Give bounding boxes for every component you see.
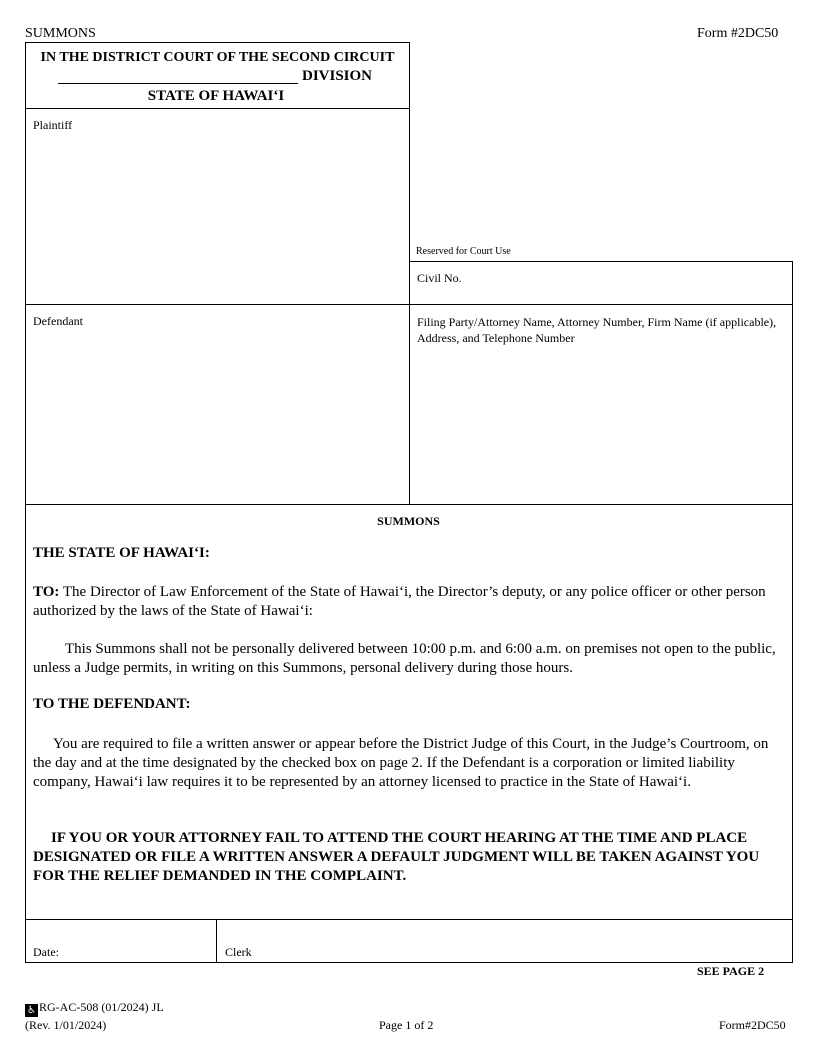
caption-middle-border <box>409 42 410 505</box>
default-judgment-warning: IF YOU OR YOUR ATTORNEY FAIL TO ATTEND THE COURT HEARING AT THE TIME AND PLACE DESIGNATED OR FILE A WRITTEN ANSWER A DEFAULT JUDGMENT WILL BE TAKEN AGAINST YOU FOR THE RELIEF DEMANDED IN THE COMPLAINT. <box>33 830 760 884</box>
form-type-label: SUMMONS <box>25 26 96 41</box>
state-heading: THE STATE OF HAWAI‘I: <box>33 545 210 561</box>
court-use-area <box>412 46 788 242</box>
date-label: Date: <box>33 945 59 959</box>
summons-heading: SUMMONS <box>377 514 440 528</box>
defendant-heading: TO THE DEFENDANT: <box>33 696 191 712</box>
plaintiff-field[interactable] <box>30 138 404 298</box>
court-title: IN THE DISTRICT COURT OF THE SECOND CIRCUIT <box>40 50 395 65</box>
accessibility-icon: ♿ <box>25 1004 38 1017</box>
defendant-paragraph: You are required to file a written answer or appear before the District Judge of this Court, in the Judge’s Courtroom, on the day and at the time designated by the checked box on page 2. If the Defendant is a corporation or limited liability company, Hawai‘i law requires it to be represented by an attorney licensed to practice in the State of Hawai‘i. <box>33 736 769 790</box>
date-field[interactable] <box>66 924 212 959</box>
plaintiff-label: Plaintiff <box>33 118 73 132</box>
civil-no-field[interactable] <box>474 266 788 300</box>
clerk-signature-field[interactable] <box>258 924 788 959</box>
to-paragraph <box>33 583 783 621</box>
division-input-line[interactable] <box>58 83 298 84</box>
court-title-bottom-border <box>25 108 410 109</box>
see-page-2-label: SEE PAGE 2 <box>697 964 765 978</box>
to-text: The Director of Law Enforcement of the State of Hawai‘i, the Director’s deputy, or any police officer or other person authorized by the laws of the State of Hawai‘i: <box>33 584 766 619</box>
caption-top-border <box>25 42 410 43</box>
page-number: Page 1 of 2 <box>379 1018 434 1032</box>
to-label: TO: <box>33 584 60 600</box>
defendant-field[interactable] <box>30 334 404 500</box>
delivery-paragraph: This Summons shall not be personally delivered between 10:00 p.m. and 6:00 a.m. on premises not open to the public, unless a Judge permits, in writing on this Summons, personal delivery during those hours. <box>33 641 776 676</box>
caption-bottom-border <box>25 504 793 505</box>
revision-label: (Rev. 1/01/2024) <box>25 1018 107 1032</box>
form-bottom-border <box>25 962 793 963</box>
right-border <box>792 261 793 963</box>
civil-no-top-border <box>409 261 793 262</box>
civil-no-label: Civil No. <box>417 271 462 285</box>
filing-party-field[interactable] <box>414 350 788 500</box>
form-number-label: Form #2DC50 <box>697 26 779 41</box>
filing-party-label: Filing Party/Attorney Name, Attorney Number, Firm Name (if applicable), Address, and Telephone Number <box>417 315 777 345</box>
form-code <box>25 1000 164 1017</box>
defendant-label: Defendant <box>33 314 83 328</box>
footer-form-number: Form#2DC50 <box>719 1018 786 1032</box>
caption-left-border <box>25 42 26 963</box>
division-label: DIVISION <box>302 68 373 84</box>
reserved-label: Reserved for Court Use <box>416 246 511 257</box>
plaintiff-bottom-border <box>25 304 793 305</box>
state-title: STATE OF HAWAI‘I <box>147 88 285 104</box>
signature-divider <box>216 919 217 963</box>
signature-top-border <box>25 919 793 920</box>
clerk-label: Clerk <box>225 945 252 959</box>
form-code-text: RG-AC-508 (01/2024) JL <box>39 1000 164 1014</box>
